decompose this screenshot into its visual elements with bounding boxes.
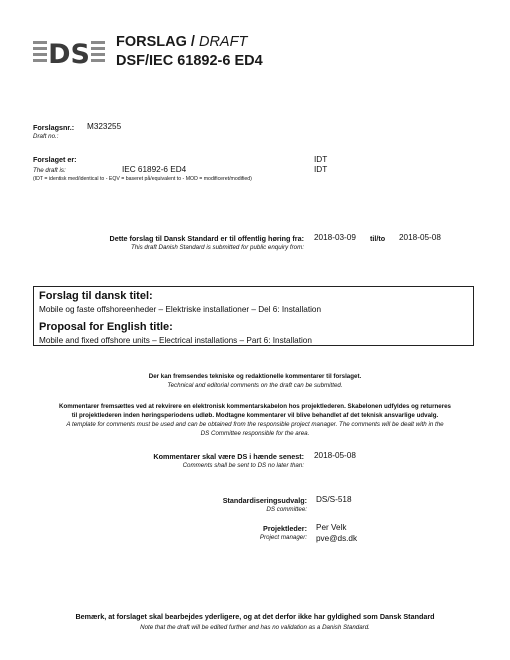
enquiry-to-date: 2018-05-08 bbox=[399, 233, 441, 242]
danish-title-heading: Forslag til dansk titel: bbox=[39, 290, 153, 302]
enquiry-label: Dette forslag til Dansk Standard er til offentlig høring fra: bbox=[109, 234, 304, 243]
committee-label-en: DS committee: bbox=[266, 506, 307, 513]
draft-is-label: Forslaget er: bbox=[33, 155, 77, 164]
draft-is-value: IEC 61892-6 ED4 bbox=[122, 165, 187, 174]
ds-logo bbox=[33, 36, 107, 66]
comments-english-2: DS Committee responsible for the area. bbox=[200, 430, 310, 437]
deadline-label: Kommentarer skal være DS i hænde senest: bbox=[153, 452, 304, 461]
enquiry-label-en: This draft Danish Standard is submitted for public enquiry from: bbox=[131, 244, 304, 251]
draft-is-relation-1: IDT bbox=[314, 155, 328, 164]
enquiry-to-label: til/to bbox=[370, 234, 386, 243]
proposal-no-label-en: Draft no.: bbox=[33, 133, 59, 140]
enquiry-from-date: 2018-03-09 bbox=[314, 233, 356, 242]
comments-line-en: Technical and editorial comments on the draft can be submitted. bbox=[167, 382, 343, 389]
danish-title: Mobile og faste offshoreenheder – Elektriske installationer – Del 6: Installation bbox=[39, 305, 322, 314]
footer-notice-en: Note that the draft will be edited further and has no validation as a Danish Standard. bbox=[140, 624, 370, 631]
title-box bbox=[33, 286, 474, 346]
comments-line: Der kan fremsendes tekniske og redaktionelle kommentarer til forslaget. bbox=[148, 373, 362, 380]
english-title-heading: Proposal for English title: bbox=[39, 321, 173, 333]
english-title: Mobile and fixed offshore units – Electrical installations – Part 6: Installation bbox=[39, 336, 312, 345]
draft-is-label-en: The draft is: bbox=[33, 167, 66, 174]
proposal-no-label: Forslagsnr.: bbox=[33, 123, 75, 132]
project-manager-label-en: Project manager: bbox=[259, 534, 307, 541]
committee-value: DS/S-518 bbox=[316, 495, 352, 504]
draft-is-relation-2: IDT bbox=[314, 165, 328, 174]
project-manager-label: Projektleder: bbox=[263, 524, 307, 533]
project-manager-name: Per Velk bbox=[316, 523, 347, 532]
ds-logo-graphic bbox=[33, 36, 107, 66]
project-manager-email[interactable]: pve@ds.dk bbox=[316, 534, 358, 543]
comments-english-1: A template for comments must be used and can be obtained from the responsible project manager. The comments will be dealt with in the bbox=[66, 421, 444, 428]
proposal-no-value: M323255 bbox=[87, 122, 122, 131]
logo-text: DS bbox=[48, 39, 90, 66]
comments-danish-2: til projektlederen inden høringsperiodens udløb. Modtagne kommentarer vil blive behandlet af det teknisk ansvarlige udvalg. bbox=[71, 412, 439, 419]
deadline-value: 2018-05-08 bbox=[314, 451, 356, 460]
deadline-label-en: Comments shall be sent to DS no later than: bbox=[182, 462, 304, 469]
comments-danish-1: Kommentarer fremsættes ved at rekvirere en elektronisk kommentarskabelon hos projektlederen. Skabelonen udfyldes og returneres bbox=[58, 403, 451, 410]
standard-id: DSF/IEC 61892-6 ED4 bbox=[116, 53, 263, 69]
relation-legend: (IDT = identisk med/identical to - EQV = baseret på/equivalent to - MOD = modificeret/modified) bbox=[33, 176, 252, 182]
committee-label: Standardiseringsudvalg: bbox=[222, 496, 307, 505]
heading-draft: DRAFT bbox=[198, 34, 248, 50]
heading-label: FORSLAG / DRAFT bbox=[116, 34, 248, 50]
footer-notice: Bemærk, at forslaget skal bearbejdes yderligere, og at det derfor ikke har gyldighed som Dansk Standard bbox=[75, 612, 435, 621]
